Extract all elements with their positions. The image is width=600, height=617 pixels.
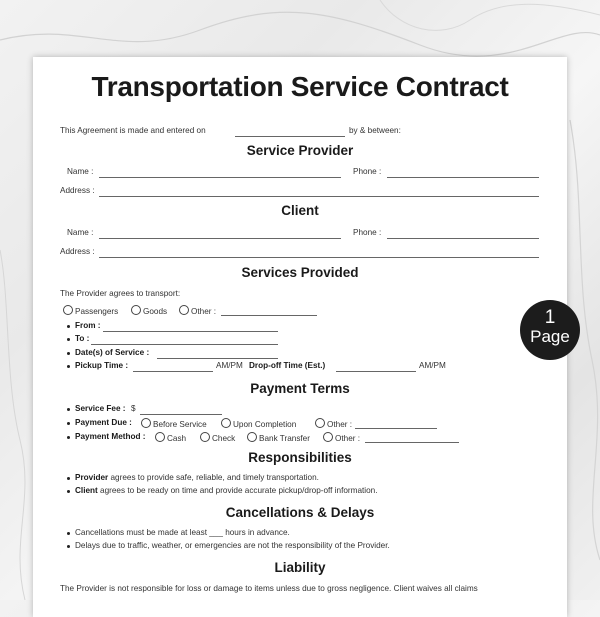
provider-address-label: Address : [60,186,95,195]
section-service-provider: Service Provider [246,143,354,158]
bullet [67,490,70,493]
radio-icon[interactable] [247,432,257,442]
radio-icon[interactable] [155,432,165,442]
intro-text: This Agreement is made and entered on [60,126,206,135]
client-name-label: Name : [67,228,94,237]
bullet [67,532,70,535]
bullet [67,365,70,368]
provider-name-field[interactable] [99,177,341,178]
option-other[interactable]: Other : [179,305,216,316]
section-liability: Liability [274,560,326,575]
dates-field[interactable] [157,358,278,359]
bullet [67,422,70,425]
other-transport-field[interactable] [221,315,317,316]
radio-icon[interactable] [221,418,231,428]
dropoff-time-field[interactable] [336,371,416,372]
method-bank-option[interactable]: Bank Transfer [247,432,310,443]
bullet [67,408,70,411]
dropoff-label: Drop-off Time (Est.) [249,361,326,370]
bullet [67,338,70,341]
section-services-provided: Services Provided [241,265,359,280]
payment-due-label: Payment Due : [75,418,132,427]
section-payment-terms: Payment Terms [250,381,350,396]
bullet [67,325,70,328]
method-other-field[interactable] [365,442,459,443]
page-count-badge [520,300,580,360]
agreement-date-field[interactable] [235,136,345,137]
radio-icon[interactable] [200,432,210,442]
due-other-field[interactable] [355,428,437,429]
cancellation-rule-1: Cancellations must be made at least ___ hours in advance. [75,528,290,537]
method-check-option[interactable]: Check [200,432,235,443]
method-other-option[interactable]: Other : [323,432,360,443]
bullet [67,545,70,548]
radio-icon[interactable] [323,432,333,442]
to-field[interactable] [91,344,278,345]
pickup-time-field[interactable] [133,371,213,372]
provider-address-field[interactable] [99,196,539,197]
option-goods[interactable]: Goods [131,305,167,316]
provider-phone-field[interactable] [387,177,539,178]
pickup-label: Pickup Time : [75,361,129,370]
client-phone-label: Phone : [353,228,382,237]
radio-icon[interactable] [63,305,73,315]
contract-page [33,57,567,617]
bullet [67,477,70,480]
intro-suffix: by & between: [349,126,401,135]
provider-name-label: Name : [67,167,94,176]
radio-icon[interactable] [179,305,189,315]
responsibility-provider: Provider agrees to provide safe, reliable, and timely transportation. [75,473,319,482]
bullet [67,352,70,355]
client-name-field[interactable] [99,238,341,239]
section-client: Client [281,203,319,218]
method-cash-option[interactable]: Cash [155,432,186,443]
pickup-ampm: AM/PM [216,361,243,370]
service-fee-field[interactable] [140,414,222,415]
due-before-option[interactable]: Before Service [141,418,207,429]
service-fee-label: Service Fee : [75,404,126,413]
currency-symbol: $ [131,404,136,413]
provider-phone-label: Phone : [353,167,382,176]
option-passengers[interactable]: Passengers [63,305,118,316]
cancellation-rule-2: Delays due to traffic, weather, or emergencies are not the responsibility of the Provider. [75,541,390,550]
radio-icon[interactable] [315,418,325,428]
client-phone-field[interactable] [387,238,539,239]
client-address-label: Address : [60,247,95,256]
responsibility-client: Client agrees to be ready on time and provide accurate pickup/drop-off information. [75,486,378,495]
from-field[interactable] [103,331,278,332]
due-upon-option[interactable]: Upon Completion [221,418,296,429]
section-responsibilities: Responsibilities [248,450,352,465]
payment-method-label: Payment Method : [75,432,146,441]
radio-icon[interactable] [141,418,151,428]
document-title: Transportation Service Contract [91,71,509,102]
dropoff-ampm: AM/PM [419,361,446,370]
to-label: To : [75,334,90,343]
page-count-label: Page [530,327,570,346]
dates-label: Date(s) of Service : [75,348,150,357]
client-address-field[interactable] [99,257,539,258]
radio-icon[interactable] [131,305,141,315]
liability-text: The Provider is not responsible for loss or damage to items unless due to gross negligence. Client waives all claims [60,584,478,593]
services-intro: The Provider agrees to transport: [60,289,181,298]
section-cancellations: Cancellations & Delays [225,505,375,520]
due-other-option[interactable]: Other : [315,418,352,429]
from-label: From : [75,321,101,330]
bullet [67,436,70,439]
page-count-number: 1 [544,307,556,328]
